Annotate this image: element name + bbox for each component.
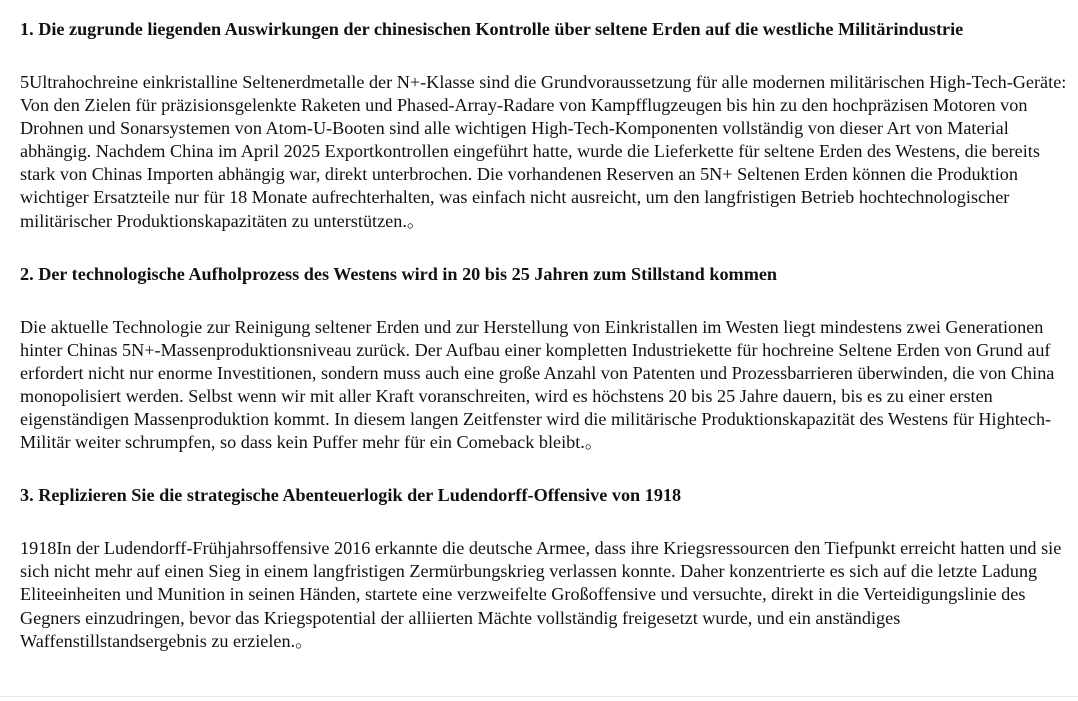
section-3 <box>20 484 1070 652</box>
section-heading: 1. Die zugrunde liegenden Auswirkungen der chinesischen Kontrolle über seltene Erden auf die westliche Militärindustrie <box>20 19 964 39</box>
section-paragraph: 1918In der Ludendorff-Frühjahrsoffensive 2016 erkannte die deutsche Armee, dass ihre Kriegsressourcen den Tiefpunkt erreicht hatten und sie sich nicht mehr auf einen Sieg in einem langfristigen Zermürbungskrieg verlassen konnte. Daher konzentrierte es sich auf die letzte Ladung Eliteeinheiten und Munition in seinen Händen, startete eine verzweifelte Großoffensive und versuchte, direkt in die Verteidigungslinie des Gegners einzudringen, bevor das Kriegspotential der alliierten Mächte vollständig freigesetzt wurde, und ein anständiges Waffenstillstandsergebnis zu erzielen.。 <box>20 538 1062 651</box>
section-2 <box>20 263 1070 455</box>
document-page <box>20 18 1070 653</box>
section-heading: 2. Der technologische Aufholprozess des Westens wird in 20 bis 25 Jahren zum Stillstand kommen <box>20 263 778 284</box>
section-heading: 3. Replizieren Sie die strategische Abenteuerlogik der Ludendorff-Offensive von 1918 <box>20 485 682 506</box>
section-1 <box>20 18 1070 233</box>
spacer <box>20 454 1070 484</box>
spacer <box>20 41 1070 71</box>
spacer <box>20 507 1070 537</box>
spacer <box>20 233 1070 263</box>
page-divider <box>0 696 1078 697</box>
section-paragraph: Die aktuelle Technologie zur Reinigung seltener Erden und zur Herstellung von Einkristallen im Westen liegt mindestens zwei Generationen hinter Chinas 5N+-Massenproduktionsniveau zurück. Der Aufbau einer kompletten Industriekette für hochreine Seltene Erden von Grund auf erfordert nicht nur enorme Investitionen, sondern muss auch eine große Anzahl von Patenten und Prozessbarrieren überwinden, die von China monopolisiert werden. Selbst wenn wir mit aller Kraft voranschreiten, wird es höchstens 20 bis 25 Jahre dauern, bis es zu einer ersten eigenständigen Massenproduktion kommt. In diesem langen Zeitfenster wird die militärische Produktionskapazität des Westens für Hightech-Militär weiter schrumpfen, so dass kein Puffer mehr für ein Comeback bleibt.。 <box>20 316 1055 453</box>
section-paragraph: 5Ultrahochreine einkristalline Seltenerdmetalle der N+-Klasse sind die Grundvoraussetzung für alle modernen militärischen High-Tech-Geräte: Von den Zielen für präzisionsgelenkte Raketen und Phased-Array-Radare von Kampfflugzeugen bis hin zu den hochpräzisen Motoren von Drohnen und Sonarsystemen von Atom-U-Booten sind alle wichtigen High-Tech-Komponenten vollständig von dieser Art von Material abhängig. Nachdem China im April 2025 Exportkontrollen eingeführt hatte, wurde die Lieferkette für seltene Erden des Westens, die bereits stark von Chinas Importen abhängig war, direkt unterbrochen. Die vorhandenen Reserven an 5N+ Seltenen Erden können die Produktion wichtiger Ersatzteile nur für 18 Monate aufrechterhalten, was einfach nicht ausreicht, um den langfristigen Betrieb hochtechnologischer militärischer Produktionskapazitäten zu unterstützen.。 <box>20 72 1067 231</box>
spacer <box>20 286 1070 316</box>
